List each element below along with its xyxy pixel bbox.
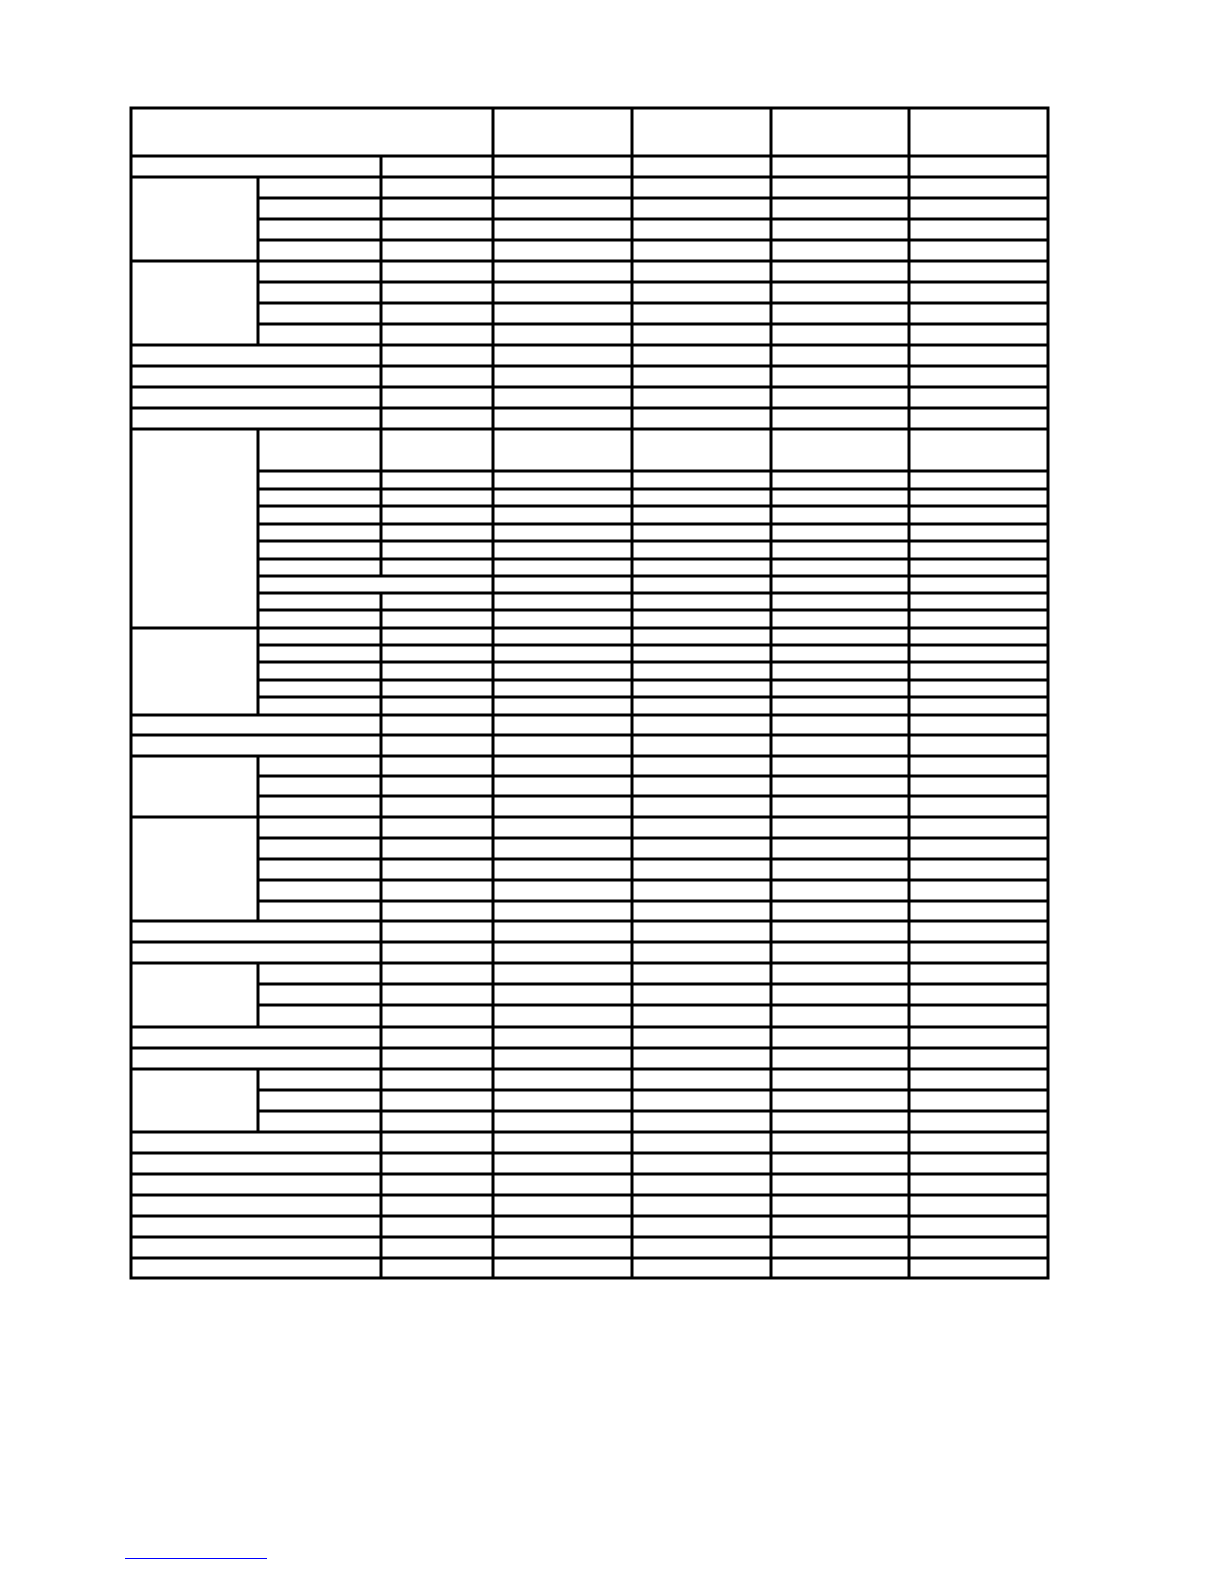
- footnote-separator-rule: [125, 1558, 267, 1559]
